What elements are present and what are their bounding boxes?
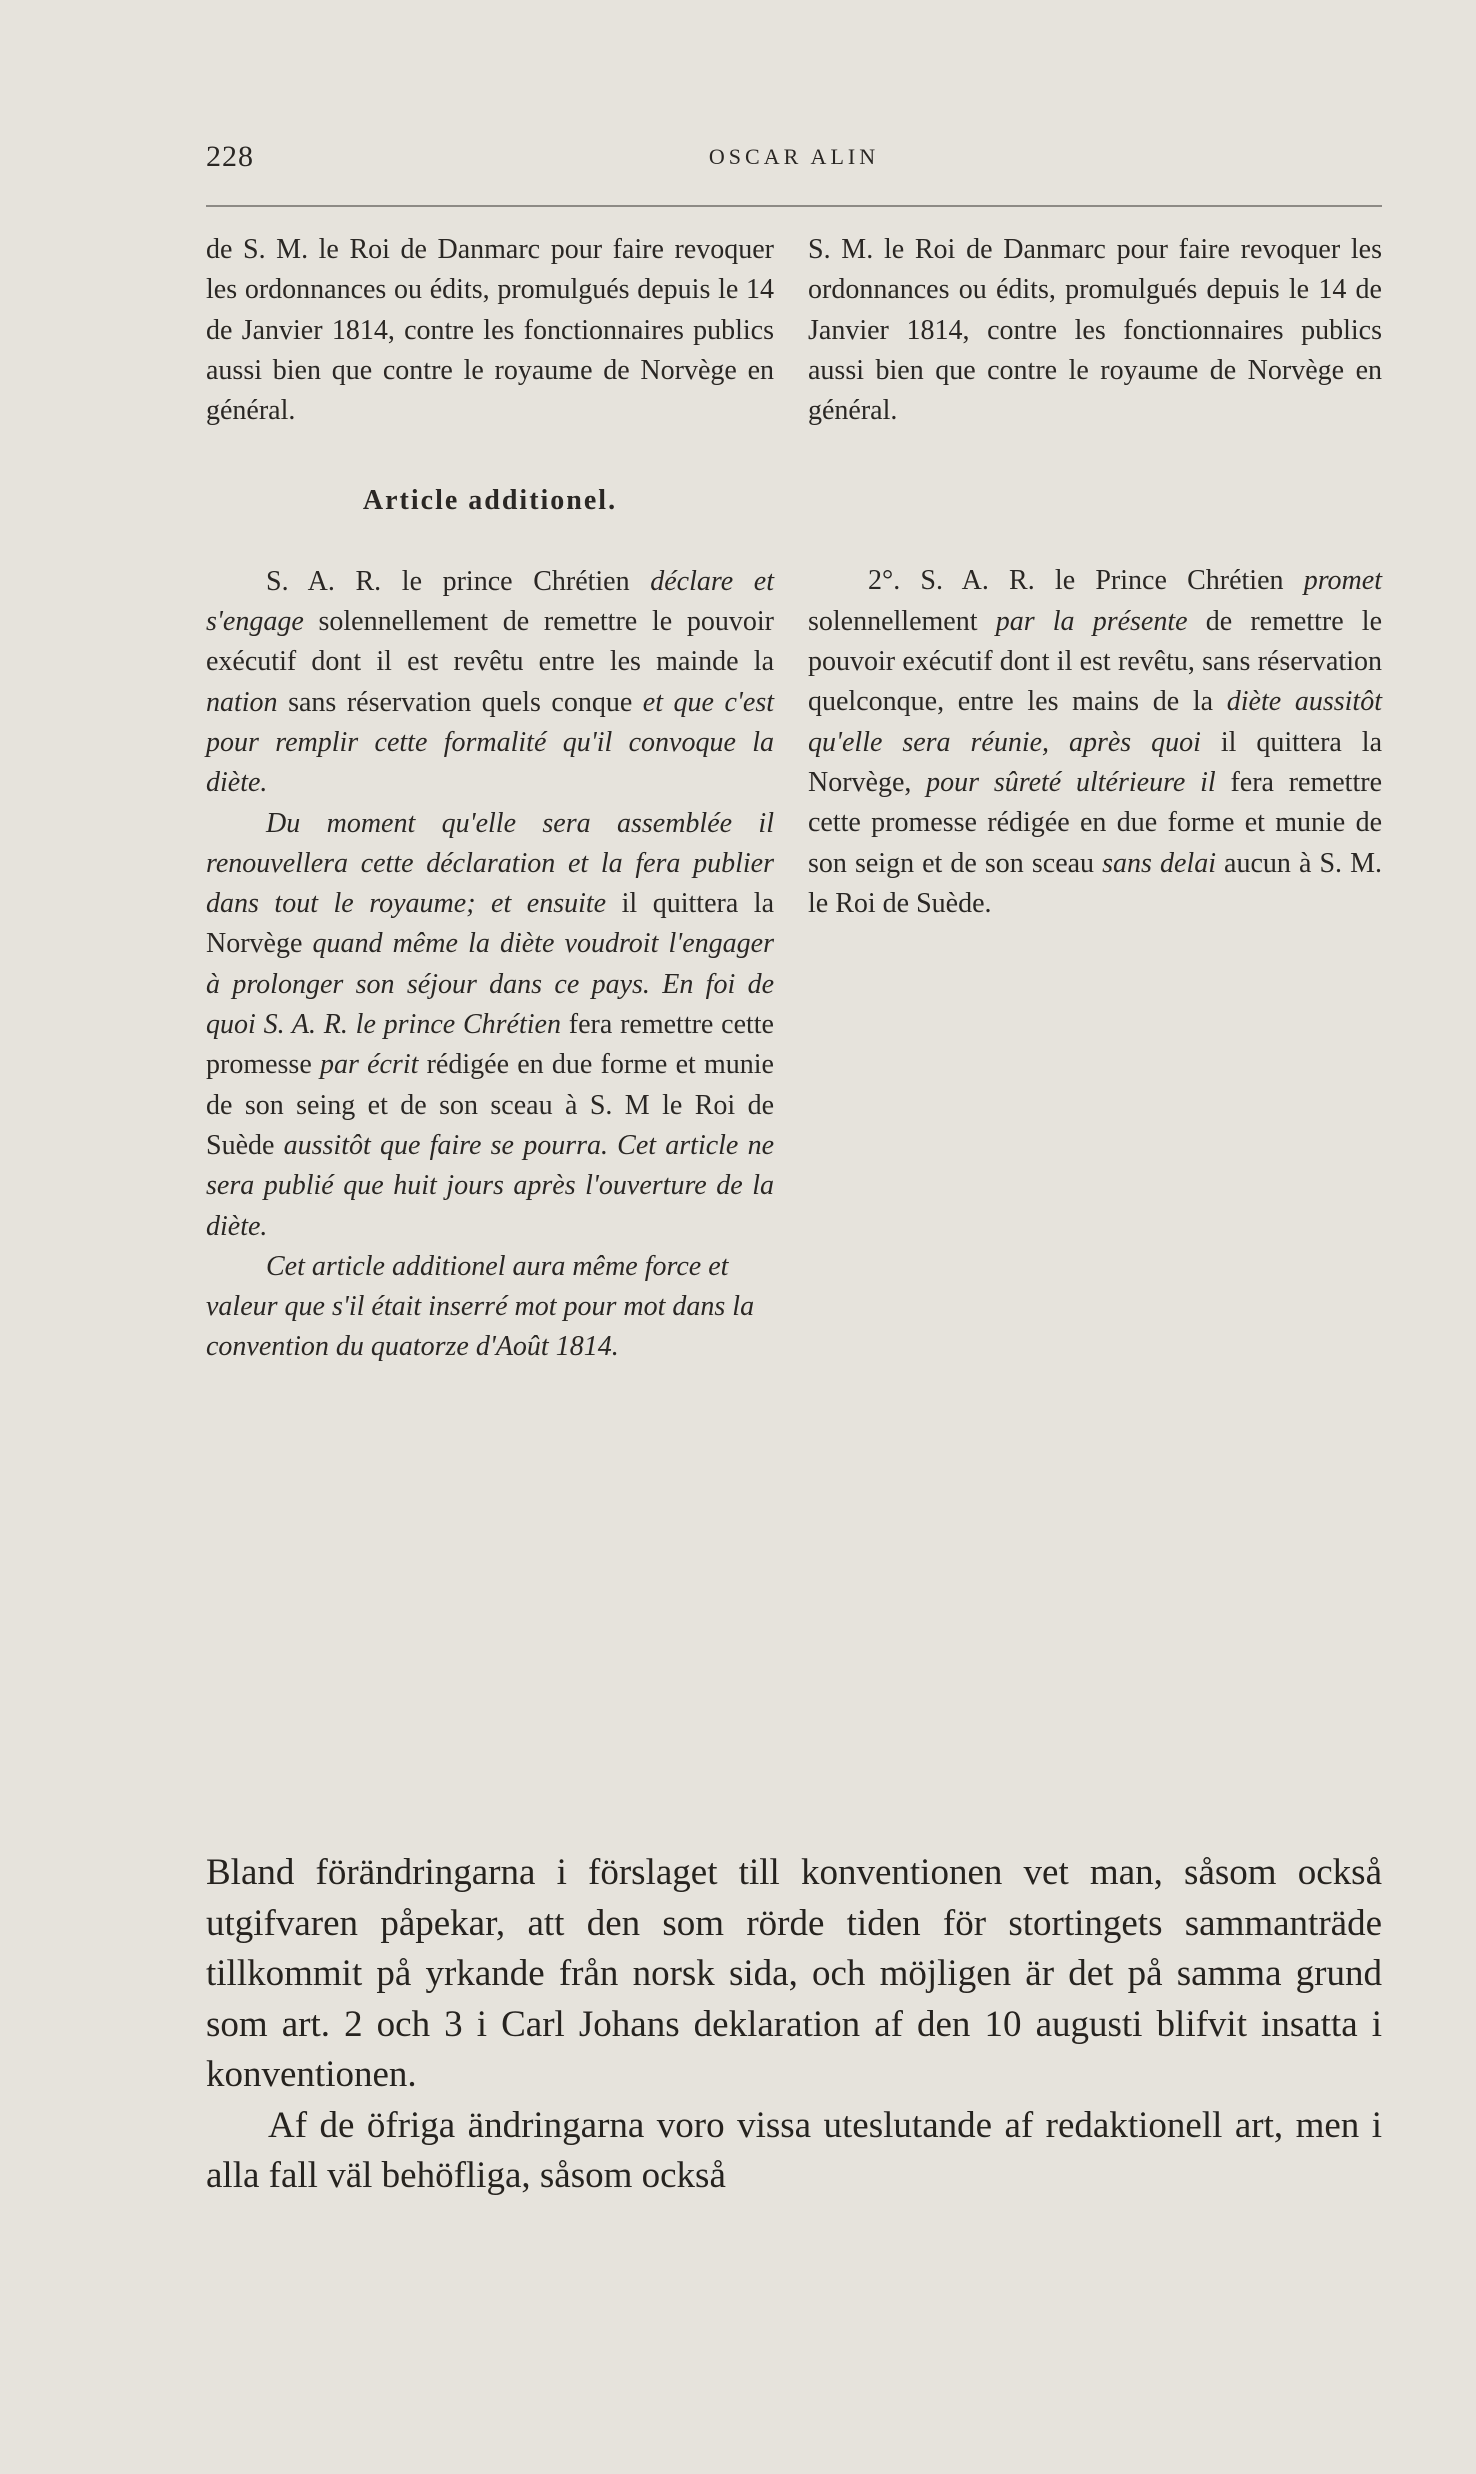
left-paragraph-2: S. A. R. le prince Chrétien déclare et s'engage solennellement de remettre le pouvoir exécutif dont il est revêtu entre les mainde la nation sans réservation quels conque et que c'est pour remplir cette formalité qu'il convoque la diète. <box>206 565 774 799</box>
left-paragraph-4: Cet article additionel aura même force et valeur que s'il était inserré mot pour mot dans la convention du quatorze d'Août 1814. <box>206 1250 755 1363</box>
body-paragraph-1: Bland förändringarna i förslaget till konventionen vet man, såsom också utgifvaren påpekar, att den som rörde tiden för stortingets sammanträde tillkommit på yrkande från norsk sida, och möjligen är det på samma grund som art. 2 och 3 i Carl Johans deklaration af den 10 augusti blifvit insatta i konventionen. <box>206 1852 1382 2095</box>
header-rule <box>206 205 1382 207</box>
right-paragraph-2: 2°. S. A. R. le Prince Chrétien promet solennellement par la présente de remettre le pouvoir exécutif dont il est revêtu, sans réservation quelconque, entre les mains de la diète aussitôt qu'elle sera réunie, après quoi il quittera la Norvège, pour sûreté ultérieure il fera remettre cette promesse rédigée en due forme et munie de son seign et de son sceau sans delai aucun à S. M. le Roi de Suède. <box>808 565 1383 919</box>
body-text <box>206 1848 1382 2202</box>
article-heading: Article additionel. <box>362 485 618 517</box>
left-column <box>206 230 774 1368</box>
right-column-spacer <box>808 431 1382 561</box>
right-column <box>808 230 1382 924</box>
running-head: OSCAR ALIN <box>708 144 880 169</box>
left-paragraph-1: de S. M. le Roi de Danmarc pour faire revoquer les ordonnances ou édits, promulgués depuis le 14 de Janvier 1814, contre les fonctionnaires publics aussi bien que contre le royaume de Norvège en général. <box>206 234 774 427</box>
page-header <box>206 140 1382 180</box>
left-paragraph-3: Du moment qu'elle sera assemblée il renouvellera cette déclaration et la fera publier dans tout le royaume; et ensuite il quittera la Norvège quand même la diète voudroit l'engager à prolonger son séjour dans ce pays. En foi de quoi S. A. R. le prince Chrétien fera remettre cette promesse par écrit rédigée en due forme et munie de son seing et de son sceau à S. M le Roi de Suède aussitôt que faire se pourra. Cet article ne sera publié que huit jours après l'ouverture de la diète. <box>206 807 774 1242</box>
body-paragraph-2: Af de öfriga ändringarna voro vissa uteslutande af redaktionell art, men i alla fall väl behöfliga, såsom också <box>206 2104 1382 2196</box>
page-number: 228 <box>206 140 254 173</box>
right-paragraph-1: S. M. le Roi de Danmarc pour faire revoquer les ordonnances ou édits, promulgués depuis le 14 de Janvier 1814, contre les fonctionnaires publics aussi bien que contre le royaume de Norvège en général. <box>808 234 1382 427</box>
